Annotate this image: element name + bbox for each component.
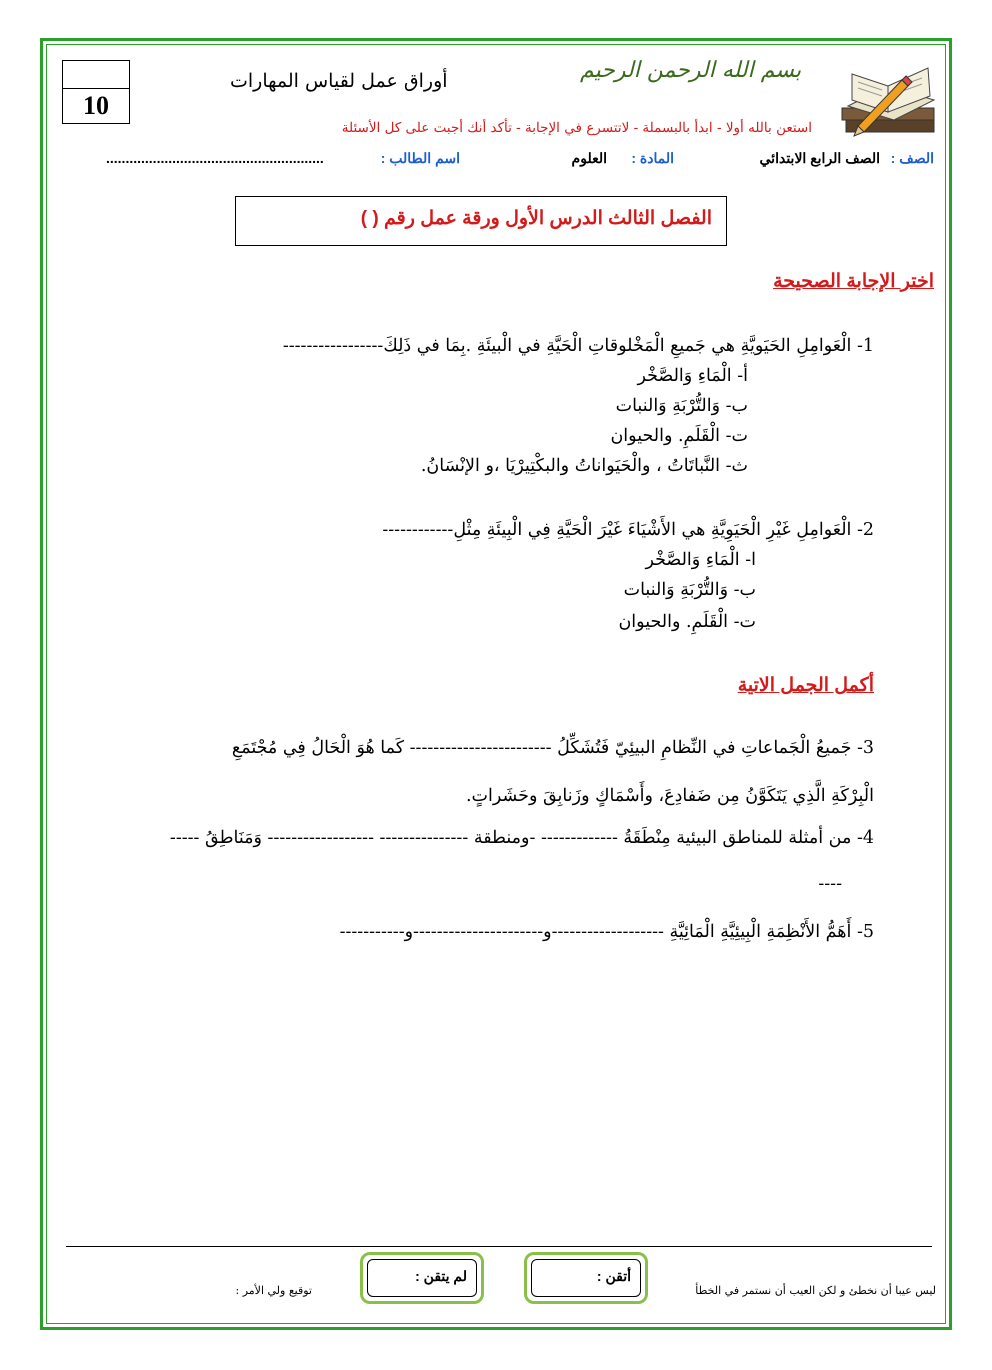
mastered-box[interactable] <box>524 1252 648 1304</box>
q1-option-th[interactable]: ث- النَّباتَاتُ ، والْحَيَواناتُ والبكْتِيرْيَا ،و الإنْسَانُ. <box>420 456 748 476</box>
q1-option-a[interactable]: أ- الْمَاءِ وَالصَّخْر <box>637 366 748 386</box>
guardian-signature-label: توقيع ولي الأمر : <box>235 1284 312 1297</box>
mastered-label: أتقن : <box>596 1268 631 1284</box>
question-1: 1- الْعَوامِلِ الحَيَويَّةِ هي جَميعِ الْمَخْلوقاتِ الْحَيَّةِ في الْبيئَةِ .بِمَا في ذَلِكَ----------------- <box>282 336 874 356</box>
question-4-line-1: 4- من أمثلة للمناطق البيئية مِنْطَقَةُ ------------- -ومنطقة --------------- ------------------ وَمَنَاطِقُ ----- <box>169 828 874 848</box>
student-name-field[interactable]: ........................................................ <box>106 150 324 166</box>
student-name-label: اسم الطالب : <box>380 150 460 166</box>
q2-option-a[interactable]: ا- الْمَاءِ وَالصَّخْر <box>645 550 756 570</box>
book-pencil-icon <box>838 56 944 138</box>
subject-label: المادة : <box>631 150 674 166</box>
score-value: 10 <box>83 91 109 120</box>
q2-option-t[interactable]: ت- الْقَلَمِ. والحيوان <box>618 612 756 632</box>
section-heading-complete: أكمل الجمل الاتية <box>737 675 874 696</box>
question-2: 2- الْعَوامِلِ غَيْرِ الْحَيَوِيَّةِ هي الأَشْيَاءَ غَيْرَ الْحَيَّةِ فِي الْبِيئَةِ مِثْلِ------------ <box>382 520 874 540</box>
not-mastered-box[interactable] <box>360 1252 484 1304</box>
question-3-line-2: الْبِرْكَةِ الَّذِي يَتَكَوَّنُ مِن ضَفادِعَ، وأَسْمَاكٍ وزَنابِقَ وحَشَراتٍ. <box>465 786 874 806</box>
question-3-line-1: 3- جَميعُ الْجَماعاتِ في النِّظامِ البيئِيّ فَتُشَكِّلُ ------------------------ كَما هُوَ الْحَالُ فِي مُجْتَمَعِ <box>231 738 874 758</box>
footer-quote: ليس عيبا أن نخطئ و لكن العيب أن نستمر في الخطأ <box>695 1284 936 1297</box>
worksheet-title-box <box>235 196 727 246</box>
basmala: بسم الله الرحمن الرحيم <box>580 58 802 83</box>
score-box <box>62 60 130 124</box>
section-heading-choose: اختر الإجابة الصحيحة <box>773 271 934 292</box>
q1-option-b[interactable]: ب- وَالتُّرْبَةِ وَالنبات <box>615 396 748 416</box>
instructions: استعن بالله أولا - ابدأ بالبسملة - لاتتسرع في الإجابة - تأكد أنك أجبت على كل الأسئلة <box>341 120 812 136</box>
footer-divider <box>66 1246 932 1247</box>
not-mastered-label: لم يتقن : <box>415 1268 467 1284</box>
sheet-title: أوراق عمل لقياس المهارات <box>230 70 448 92</box>
worksheet-title: الفصل الثالث الدرس الأول ورقة عمل رقم ( ) <box>360 208 712 229</box>
q1-option-t[interactable]: ت- الْقَلَمِ. والحيوان <box>610 426 748 446</box>
q2-option-b[interactable]: ب- وَالتُّرْبَةِ وَالنبات <box>623 580 756 600</box>
question-4-line-2: ---- <box>818 874 842 894</box>
subject-value: العلوم <box>571 150 607 166</box>
question-5: 5- أَهَمُّ الأَنْظِمَةِ الْبِيئِيَّةِ الْمَائِيَّةِ -------------------و----------------------و----------- <box>339 922 874 942</box>
grade-value: الصف الرابع الابتدائي <box>759 150 880 166</box>
grade-label: الصف : <box>890 150 934 166</box>
